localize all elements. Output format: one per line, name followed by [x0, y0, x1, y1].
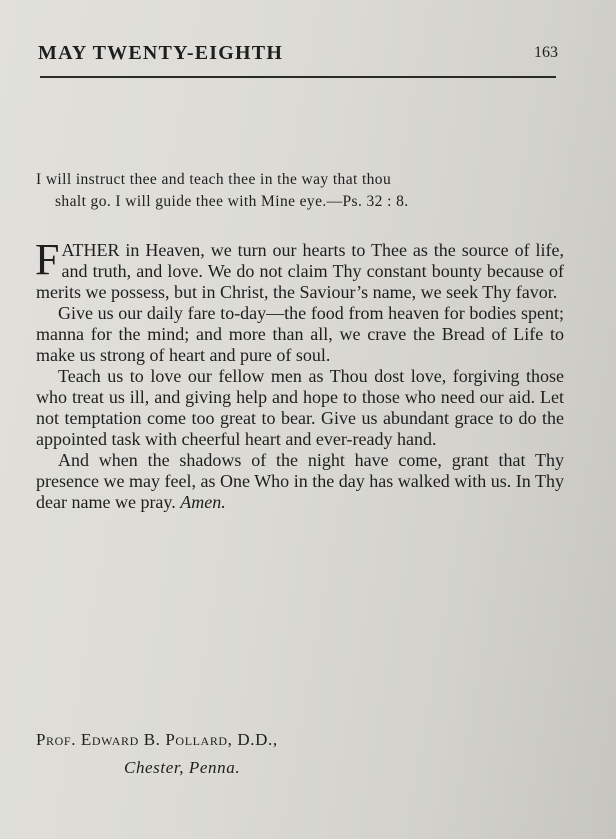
- drop-cap: F: [35, 235, 60, 284]
- prayer-paragraph-1: [35, 235, 564, 303]
- prayer-paragraph-2: Give us our daily fare to-day—the food from heaven for bodies spent; manna for the mind; and more than all, we crave the Bread of Life to make us strong of heart and pure of soul.: [36, 303, 564, 365]
- prayer-body: [35, 235, 564, 513]
- page-header: [38, 38, 558, 66]
- author-signature: [36, 730, 536, 778]
- author-name: Prof. Edward B. Pollard, D.D.,: [36, 730, 278, 749]
- epigraph-line-2: shalt go. I will guide thee with Mine eye.—Ps. 32 : 8.: [55, 193, 409, 210]
- prayer-paragraph-4-text: And when the shadows of the night have come, grant that Thy presence we may feel, as One Who in the day has walked with us. In Thy dear name we pray.: [36, 450, 564, 512]
- header-rule: [40, 76, 556, 78]
- amen: Amen.: [180, 492, 226, 512]
- epigraph-line-1: I will instruct thee and teach thee in the way that thou: [36, 171, 392, 188]
- author-location: Chester, Penna.: [124, 758, 241, 777]
- page-number: 163: [534, 44, 558, 61]
- scripture-epigraph: [36, 169, 564, 213]
- prayer-paragraph-3: Teach us to love our fellow men as Thou dost love, forgiving those who treat us ill, and giving help and hope to those who need our aid. Let not temptation come too great to bear. Give us abundant grace to do the appointed task with cheerful heart and ever-ready hand.: [36, 366, 564, 449]
- page-title: MAY TWENTY-EIGHTH: [38, 42, 284, 64]
- prayer-paragraph-4: [36, 450, 564, 513]
- prayer-paragraph-1-text: ATHER in Heaven, we turn our hearts to Thee as the source of life, and truth, and love. We do not claim Thy constant bounty because of merits we possess, but in Christ, the Saviour’s name, we seek Thy favor.: [36, 240, 564, 302]
